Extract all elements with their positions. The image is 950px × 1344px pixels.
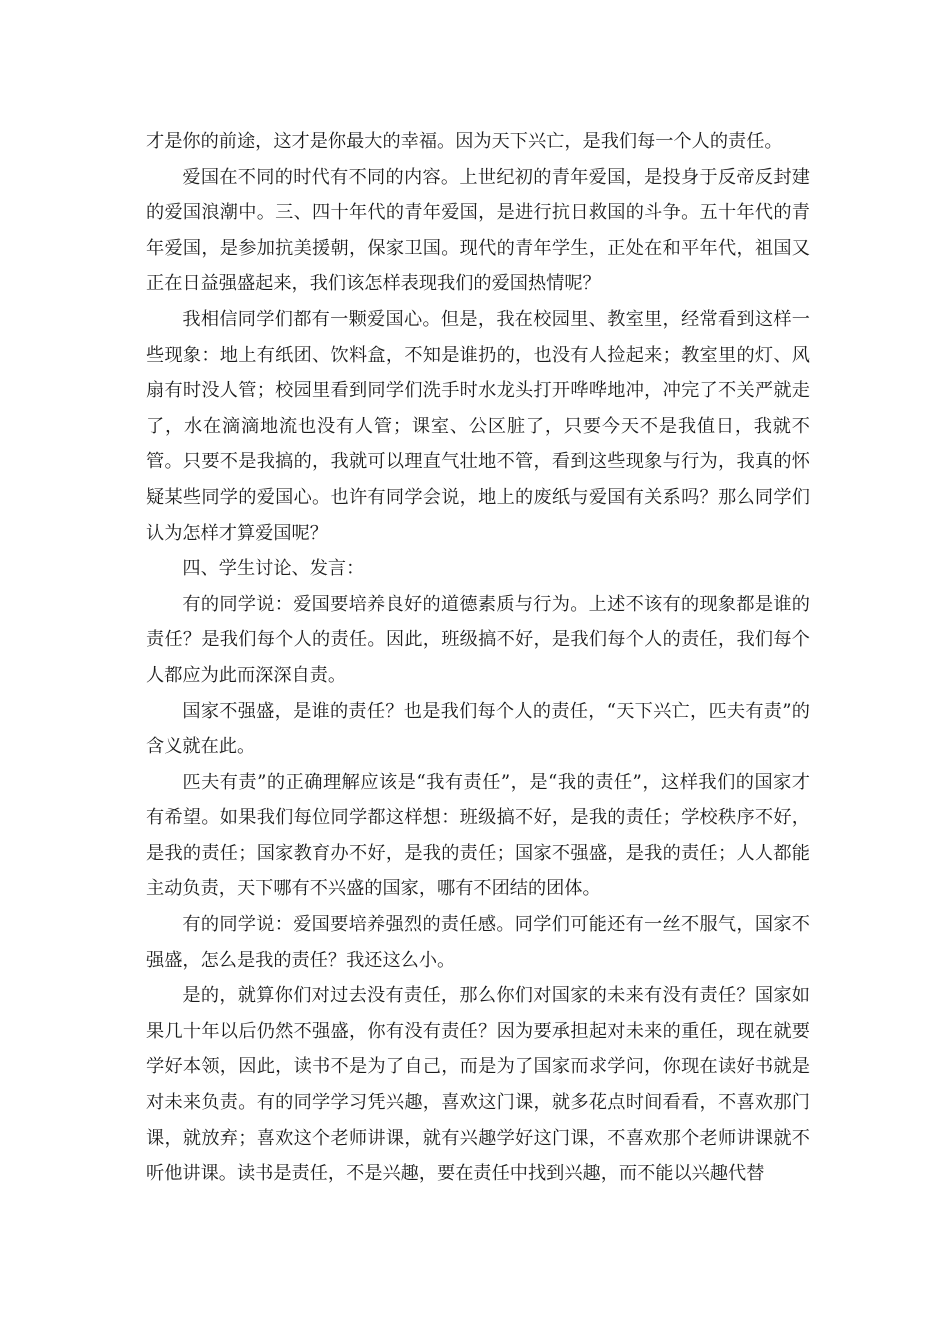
paragraph-1: 才是你的前途，这才是你最大的幸福。因为天下兴亡，是我们每一个人的责任。 [146, 131, 783, 152]
section-heading: 四、学生讨论、发言： [182, 558, 365, 580]
paragraph-5: 有的同学说：爱国要培养良好的道德素质与行为。上述不该有的现象都是谁的责任？是我们每个人的责任。因此，班级搞不好，是我们每个人的责任，我们每个人都应为此而深深自责。 [146, 593, 810, 686]
paragraph-2: 爱国在不同的时代有不同的内容。上世纪初的青年爱国，是投身于反帝反封建的爱国浪潮中。三、四十年代的青年爱国，是进行抗日救国的斗争。五十年代的青年爱国，是参加抗美援朝，保家卫国。现代的青年学生，正处在和平年代，祖国又正在日益强盛起来，我们该怎样表现我们的爱国热情呢？ [146, 166, 810, 295]
paragraph-6: 国家不强盛，是谁的责任？也是我们每个人的责任，“天下兴亡，匹夫有责”的含义就在此。 [146, 700, 810, 758]
paragraph-3: 我相信同学们都有一颗爱国心。但是，我在校园里、教室里，经常看到这样一些现象：地上有纸团、饮料盒，不知是谁扔的，也没有人捡起来；教室里的灯、风扇有时没人管；校园里看到同学们洗手时水龙头打开哗哗地冲，冲完了不关严就走了，水在滴滴地流也没有人管；课室、公区脏了，只要今天不是我值日，我就不管。只要不是我搞的，我就可以理直气壮地不管，看到这些现象与行为，我真的怀疑某些同学的爱国心。也许有同学会说，地上的废纸与爱国有关系吗？那么同学们认为怎样才算爱国呢？ [146, 308, 810, 544]
paragraph-9: 是的，就算你们对过去没有责任，那么你们对国家的未来有没有责任？国家如果几十年以后仍然不强盛，你有没有责任？因为要承担起对未来的重任，现在就要学好本领，因此，读书不是为了自己，而是为了国家而求学问，你现在读好书就是对未来负责。有的同学学习凭兴趣，喜欢这门课，就多花点时间看看，不喜欢那门课，就放弃；喜欢这个老师讲课，就有兴趣学好这门课，不喜欢那个老师讲课就不听他讲课。读书是责任，不是兴趣，要在责任中找到兴趣，而不能以兴趣代替 [146, 985, 810, 1185]
paragraph-8: 有的同学说：爱国要培养强烈的责任感。同学们可能还有一丝不服气，国家不强盛，怎么是我的责任？我还这么小。 [146, 914, 810, 971]
body-text [146, 124, 810, 1192]
paragraph-7: 匹夫有责”的正确理解应该是“我有责任”，是“我的责任”，这样我们的国家才有希望。如果我们每位同学都这样想：班级搞不好，是我的责任；学校秩序不好，是我的责任；国家教育办不好，是我的责任；国家不强盛，是我的责任；人人都能主动负责，天下哪有不兴盛的国家，哪有不团结的团体。 [146, 771, 810, 900]
